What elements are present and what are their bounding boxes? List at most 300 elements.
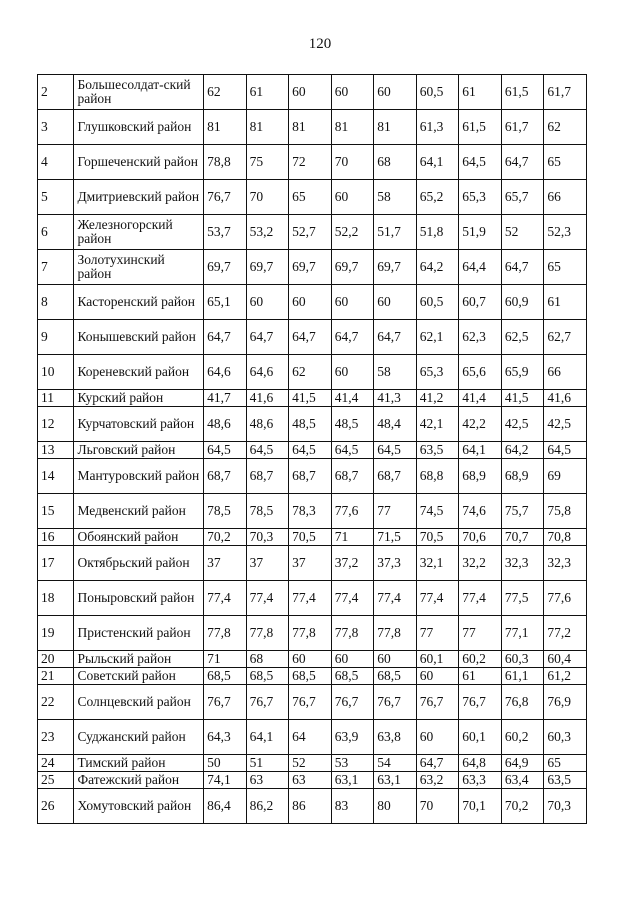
table-row	[38, 355, 587, 390]
row-number: 26	[38, 789, 74, 824]
value-cell: 48,5	[289, 407, 332, 442]
district-name: Медвенский район	[74, 494, 204, 529]
value-cell: 50	[204, 755, 247, 772]
value-cell: 66	[544, 355, 587, 390]
table-row	[38, 285, 587, 320]
value-cell: 70	[416, 789, 459, 824]
value-cell: 81	[289, 110, 332, 145]
value-cell: 64,7	[501, 250, 544, 285]
value-cell: 69,7	[289, 250, 332, 285]
value-cell: 64,7	[289, 320, 332, 355]
value-cell: 61,2	[544, 668, 587, 685]
value-cell: 64,3	[204, 720, 247, 755]
value-cell: 75,7	[501, 494, 544, 529]
value-cell: 60,5	[416, 285, 459, 320]
value-cell: 77,5	[501, 581, 544, 616]
value-cell: 64,7	[331, 320, 374, 355]
district-name: Пристенский район	[74, 616, 204, 651]
table-row	[38, 789, 587, 824]
value-cell: 42,2	[459, 407, 502, 442]
row-number: 22	[38, 685, 74, 720]
value-cell: 60	[289, 75, 332, 110]
row-number: 18	[38, 581, 74, 616]
value-cell: 81	[246, 110, 289, 145]
value-cell: 69,7	[374, 250, 417, 285]
table-row	[38, 180, 587, 215]
value-cell: 60,7	[459, 285, 502, 320]
value-cell: 63,1	[374, 772, 417, 789]
table-row	[38, 720, 587, 755]
value-cell: 77,8	[204, 616, 247, 651]
value-cell: 76,7	[331, 685, 374, 720]
row-number: 13	[38, 442, 74, 459]
value-cell: 41,2	[416, 390, 459, 407]
table-row	[38, 442, 587, 459]
table-row	[38, 215, 587, 250]
value-cell: 65,6	[459, 355, 502, 390]
value-cell: 77	[374, 494, 417, 529]
value-cell: 53,7	[204, 215, 247, 250]
value-cell: 65,3	[416, 355, 459, 390]
value-cell: 77,8	[246, 616, 289, 651]
value-cell: 41,7	[204, 390, 247, 407]
value-cell: 41,5	[289, 390, 332, 407]
row-number: 11	[38, 390, 74, 407]
table-row	[38, 755, 587, 772]
table-row	[38, 651, 587, 668]
value-cell: 60,3	[501, 651, 544, 668]
value-cell: 51,8	[416, 215, 459, 250]
value-cell: 76,7	[204, 685, 247, 720]
value-cell: 76,7	[289, 685, 332, 720]
value-cell: 61,7	[544, 75, 587, 110]
value-cell: 65	[544, 145, 587, 180]
value-cell: 77,4	[331, 581, 374, 616]
value-cell: 65,1	[204, 285, 247, 320]
row-number: 25	[38, 772, 74, 789]
value-cell: 61,5	[501, 75, 544, 110]
value-cell: 62,7	[544, 320, 587, 355]
value-cell: 41,4	[459, 390, 502, 407]
value-cell: 68,5	[289, 668, 332, 685]
value-cell: 60	[331, 180, 374, 215]
value-cell: 78,8	[204, 145, 247, 180]
value-cell: 64,5	[246, 442, 289, 459]
value-cell: 77,8	[289, 616, 332, 651]
value-cell: 41,4	[331, 390, 374, 407]
row-number: 12	[38, 407, 74, 442]
value-cell: 66	[544, 180, 587, 215]
value-cell: 60,1	[416, 651, 459, 668]
row-number: 3	[38, 110, 74, 145]
value-cell: 60	[289, 651, 332, 668]
value-cell: 78,5	[204, 494, 247, 529]
value-cell: 60,1	[459, 720, 502, 755]
value-cell: 60,9	[501, 285, 544, 320]
value-cell: 64,5	[544, 442, 587, 459]
value-cell: 52	[289, 755, 332, 772]
value-cell: 60	[331, 285, 374, 320]
value-cell: 77,6	[544, 581, 587, 616]
table-row	[38, 685, 587, 720]
value-cell: 41,5	[501, 390, 544, 407]
value-cell: 70,5	[289, 529, 332, 546]
table-row	[38, 668, 587, 685]
value-cell: 48,6	[246, 407, 289, 442]
value-cell: 60	[416, 720, 459, 755]
value-cell: 32,1	[416, 546, 459, 581]
value-cell: 60	[374, 75, 417, 110]
value-cell: 63,4	[501, 772, 544, 789]
value-cell: 86,4	[204, 789, 247, 824]
value-cell: 77,4	[374, 581, 417, 616]
table-row	[38, 494, 587, 529]
value-cell: 71,5	[374, 529, 417, 546]
value-cell: 51,9	[459, 215, 502, 250]
value-cell: 64	[289, 720, 332, 755]
value-cell: 78,3	[289, 494, 332, 529]
district-name: Курчатовский район	[74, 407, 204, 442]
value-cell: 76,9	[544, 685, 587, 720]
value-cell: 64,7	[501, 145, 544, 180]
value-cell: 62	[204, 75, 247, 110]
district-name: Мантуровский район	[74, 459, 204, 494]
district-name: Обоянский район	[74, 529, 204, 546]
row-number: 21	[38, 668, 74, 685]
district-name: Фатежский район	[74, 772, 204, 789]
value-cell: 58	[374, 180, 417, 215]
value-cell: 70,3	[544, 789, 587, 824]
row-number: 7	[38, 250, 74, 285]
value-cell: 63,1	[331, 772, 374, 789]
row-number: 8	[38, 285, 74, 320]
value-cell: 68,9	[459, 459, 502, 494]
value-cell: 68,7	[204, 459, 247, 494]
value-cell: 72	[289, 145, 332, 180]
value-cell: 70,5	[416, 529, 459, 546]
value-cell: 68,7	[374, 459, 417, 494]
value-cell: 81	[331, 110, 374, 145]
value-cell: 68,5	[246, 668, 289, 685]
value-cell: 64,1	[416, 145, 459, 180]
value-cell: 68,9	[501, 459, 544, 494]
value-cell: 63,2	[416, 772, 459, 789]
value-cell: 64,2	[416, 250, 459, 285]
table-row	[38, 75, 587, 110]
value-cell: 76,7	[204, 180, 247, 215]
value-cell: 86	[289, 789, 332, 824]
value-cell: 70,2	[204, 529, 247, 546]
value-cell: 77,1	[501, 616, 544, 651]
row-number: 2	[38, 75, 74, 110]
value-cell: 77,4	[246, 581, 289, 616]
table-row	[38, 390, 587, 407]
value-cell: 64,8	[459, 755, 502, 772]
table-row	[38, 407, 587, 442]
value-cell: 60	[374, 651, 417, 668]
value-cell: 77,8	[374, 616, 417, 651]
value-cell: 41,6	[544, 390, 587, 407]
district-name: Солнцевский район	[74, 685, 204, 720]
value-cell: 77,4	[204, 581, 247, 616]
value-cell: 70,8	[544, 529, 587, 546]
row-number: 6	[38, 215, 74, 250]
value-cell: 41,6	[246, 390, 289, 407]
district-name: Курский район	[74, 390, 204, 407]
value-cell: 60,2	[459, 651, 502, 668]
value-cell: 62	[544, 110, 587, 145]
value-cell: 65,7	[501, 180, 544, 215]
row-number: 19	[38, 616, 74, 651]
value-cell: 81	[204, 110, 247, 145]
value-cell: 61,1	[501, 668, 544, 685]
value-cell: 75,8	[544, 494, 587, 529]
district-name: Хомутовский район	[74, 789, 204, 824]
value-cell: 63,8	[374, 720, 417, 755]
row-number: 9	[38, 320, 74, 355]
value-cell: 61,3	[416, 110, 459, 145]
value-cell: 60,5	[416, 75, 459, 110]
value-cell: 68,8	[416, 459, 459, 494]
table-row	[38, 459, 587, 494]
row-number: 14	[38, 459, 74, 494]
value-cell: 42,5	[501, 407, 544, 442]
value-cell: 62	[289, 355, 332, 390]
district-name: Кореневский район	[74, 355, 204, 390]
value-cell: 37	[289, 546, 332, 581]
district-name: Конышевский район	[74, 320, 204, 355]
value-cell: 53	[331, 755, 374, 772]
value-cell: 68,5	[374, 668, 417, 685]
value-cell: 63,9	[331, 720, 374, 755]
page-number: 120	[308, 36, 332, 52]
value-cell: 74,6	[459, 494, 502, 529]
value-cell: 77,4	[416, 581, 459, 616]
value-cell: 64,5	[204, 442, 247, 459]
row-number: 10	[38, 355, 74, 390]
value-cell: 70,7	[501, 529, 544, 546]
row-number: 5	[38, 180, 74, 215]
value-cell: 64,1	[246, 720, 289, 755]
value-cell: 71	[204, 651, 247, 668]
value-cell: 77,4	[459, 581, 502, 616]
value-cell: 62,3	[459, 320, 502, 355]
value-cell: 70,6	[459, 529, 502, 546]
value-cell: 71	[331, 529, 374, 546]
value-cell: 76,7	[459, 685, 502, 720]
value-cell: 83	[331, 789, 374, 824]
value-cell: 64,6	[204, 355, 247, 390]
value-cell: 48,6	[204, 407, 247, 442]
value-cell: 52,2	[331, 215, 374, 250]
value-cell: 32,2	[459, 546, 502, 581]
value-cell: 76,8	[501, 685, 544, 720]
value-cell: 42,5	[544, 407, 587, 442]
value-cell: 60,4	[544, 651, 587, 668]
table-body	[38, 75, 587, 824]
row-number: 4	[38, 145, 74, 180]
value-cell: 76,7	[246, 685, 289, 720]
value-cell: 62,1	[416, 320, 459, 355]
value-cell: 76,7	[374, 685, 417, 720]
value-cell: 68,7	[289, 459, 332, 494]
table-row	[38, 616, 587, 651]
row-number: 15	[38, 494, 74, 529]
value-cell: 48,5	[331, 407, 374, 442]
value-cell: 70	[331, 145, 374, 180]
value-cell: 54	[374, 755, 417, 772]
value-cell: 42,1	[416, 407, 459, 442]
district-name: Касторенский район	[74, 285, 204, 320]
value-cell: 64,4	[459, 250, 502, 285]
value-cell: 64,2	[501, 442, 544, 459]
value-cell: 78,5	[246, 494, 289, 529]
value-cell: 60	[289, 285, 332, 320]
row-number: 16	[38, 529, 74, 546]
value-cell: 81	[374, 110, 417, 145]
value-cell: 68	[374, 145, 417, 180]
value-cell: 61	[459, 75, 502, 110]
value-cell: 69	[544, 459, 587, 494]
value-cell: 61,7	[501, 110, 544, 145]
value-cell: 65,9	[501, 355, 544, 390]
value-cell: 75	[246, 145, 289, 180]
value-cell: 64,9	[501, 755, 544, 772]
value-cell: 60	[331, 75, 374, 110]
value-cell: 68,7	[331, 459, 374, 494]
value-cell: 70	[246, 180, 289, 215]
value-cell: 69,7	[331, 250, 374, 285]
value-cell: 77	[416, 616, 459, 651]
row-number: 23	[38, 720, 74, 755]
value-cell: 64,7	[204, 320, 247, 355]
value-cell: 64,5	[289, 442, 332, 459]
value-cell: 64,5	[331, 442, 374, 459]
value-cell: 77,8	[331, 616, 374, 651]
value-cell: 77,2	[544, 616, 587, 651]
value-cell: 61,5	[459, 110, 502, 145]
value-cell: 51,7	[374, 215, 417, 250]
district-name: Горшеченский район	[74, 145, 204, 180]
value-cell: 70,2	[501, 789, 544, 824]
table-row	[38, 145, 587, 180]
district-name: Глушковский район	[74, 110, 204, 145]
value-cell: 58	[374, 355, 417, 390]
value-cell: 63,5	[544, 772, 587, 789]
table-row	[38, 250, 587, 285]
value-cell: 37,3	[374, 546, 417, 581]
value-cell: 60	[331, 651, 374, 668]
value-cell: 41,3	[374, 390, 417, 407]
value-cell: 65	[544, 250, 587, 285]
table-row	[38, 772, 587, 789]
value-cell: 77,6	[331, 494, 374, 529]
table-row	[38, 546, 587, 581]
value-cell: 63	[289, 772, 332, 789]
value-cell: 68,5	[331, 668, 374, 685]
value-cell: 64,5	[459, 145, 502, 180]
value-cell: 63,3	[459, 772, 502, 789]
value-cell: 68,7	[246, 459, 289, 494]
value-cell: 60,2	[501, 720, 544, 755]
table-row	[38, 320, 587, 355]
value-cell: 68	[246, 651, 289, 668]
value-cell: 52	[501, 215, 544, 250]
value-cell: 51	[246, 755, 289, 772]
value-cell: 60,3	[544, 720, 587, 755]
value-cell: 63	[246, 772, 289, 789]
value-cell: 53,2	[246, 215, 289, 250]
value-cell: 62,5	[501, 320, 544, 355]
value-cell: 69,7	[246, 250, 289, 285]
district-name: Октябрьский район	[74, 546, 204, 581]
value-cell: 48,4	[374, 407, 417, 442]
district-name: Льговский район	[74, 442, 204, 459]
value-cell: 64,5	[374, 442, 417, 459]
value-cell: 74,5	[416, 494, 459, 529]
district-name: Большесолдат-ский район	[74, 75, 204, 110]
value-cell: 77,4	[289, 581, 332, 616]
value-cell: 65,2	[416, 180, 459, 215]
value-cell: 61	[544, 285, 587, 320]
value-cell: 60	[416, 668, 459, 685]
value-cell: 64,1	[459, 442, 502, 459]
value-cell: 61	[246, 75, 289, 110]
district-name: Тимский район	[74, 755, 204, 772]
value-cell: 32,3	[501, 546, 544, 581]
value-cell: 70,3	[246, 529, 289, 546]
row-number: 20	[38, 651, 74, 668]
value-cell: 76,7	[416, 685, 459, 720]
value-cell: 86,2	[246, 789, 289, 824]
value-cell: 60	[374, 285, 417, 320]
table-row	[38, 529, 587, 546]
district-table	[37, 74, 587, 824]
district-name: Рыльский район	[74, 651, 204, 668]
value-cell: 37,2	[331, 546, 374, 581]
value-cell: 77	[459, 616, 502, 651]
value-cell: 74,1	[204, 772, 247, 789]
value-cell: 65,3	[459, 180, 502, 215]
value-cell: 60	[246, 285, 289, 320]
value-cell: 52,7	[289, 215, 332, 250]
value-cell: 37	[204, 546, 247, 581]
district-name: Поныровский район	[74, 581, 204, 616]
district-name: Советский район	[74, 668, 204, 685]
value-cell: 65	[289, 180, 332, 215]
value-cell: 70,1	[459, 789, 502, 824]
value-cell: 60	[331, 355, 374, 390]
district-name: Суджанский район	[74, 720, 204, 755]
value-cell: 64,6	[246, 355, 289, 390]
value-cell: 80	[374, 789, 417, 824]
value-cell: 64,7	[416, 755, 459, 772]
value-cell: 63,5	[416, 442, 459, 459]
value-cell: 68,5	[204, 668, 247, 685]
value-cell: 64,7	[246, 320, 289, 355]
row-number: 24	[38, 755, 74, 772]
table-row	[38, 110, 587, 145]
value-cell: 52,3	[544, 215, 587, 250]
value-cell: 64,7	[374, 320, 417, 355]
row-number: 17	[38, 546, 74, 581]
value-cell: 65	[544, 755, 587, 772]
value-cell: 61	[459, 668, 502, 685]
value-cell: 37	[246, 546, 289, 581]
district-name: Железногорский район	[74, 215, 204, 250]
district-name: Золотухинский район	[74, 250, 204, 285]
table-row	[38, 581, 587, 616]
